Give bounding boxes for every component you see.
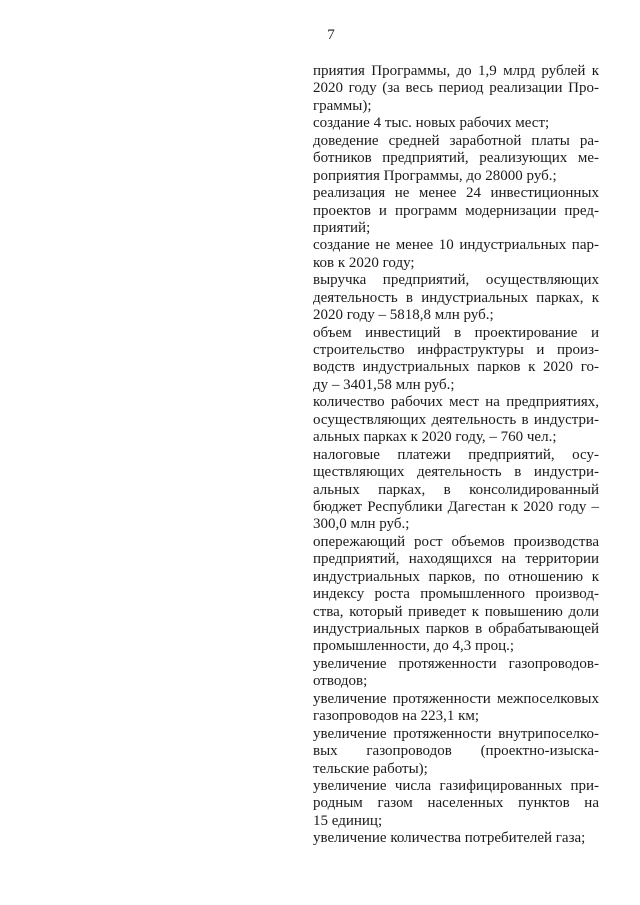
text-line: альных парках к 2020 году, – 760 чел.; [313,429,557,446]
text-line: отводов; [313,673,368,690]
text-line: налоговые платежи предприятий, осу- [313,446,599,463]
text-line: приятий; [313,219,371,236]
text-line: индустриальных парков в обрабатывающей [313,621,599,637]
text-line: родным газом населенных пунктов на [313,795,599,812]
paragraph [313,133,599,185]
paragraph [313,830,599,847]
paragraph [313,237,599,272]
paragraph [313,185,599,237]
text-line: увеличение протяженности внутрипоселко- [313,725,599,742]
paragraph [313,394,599,446]
paragraph [313,656,599,691]
paragraph [313,726,599,778]
text-line: создание 4 тыс. новых рабочих мест; [313,115,550,132]
text-line: водств индустриальных парков к 2020 го- [313,359,599,376]
text-line: ботников предприятий, реализующих ме- [313,150,599,167]
paragraph [313,272,599,324]
text-line: опережающий рост объемов производства [313,533,599,550]
text-line: увеличение протяженности газопроводов- [313,655,599,672]
paragraph [313,115,599,132]
text-line: 2020 году (за весь период реализации Про- [313,80,599,97]
text-line: индустриальных парков, по отношению к [313,568,599,585]
text-line: осуществляющих деятельность в индустри- [313,411,599,428]
text-line: приятия Программы, до 1,9 млрд рублей к [313,63,599,79]
text-line: доведение средней заработной платы ра- [313,132,599,149]
text-line: строительство инфраструктуры и произ- [313,342,599,358]
page-number: 7 [327,27,335,43]
text-line: реализация не менее 24 инвестиционных [313,185,599,202]
paragraph [313,63,599,115]
paragraph [313,447,599,534]
text-line: увеличение числа газифицированных при- [313,777,599,794]
paragraph [313,325,599,395]
body-text [313,63,599,848]
text-line: увеличение протяженности межпоселковых [313,690,599,707]
text-line: роприятия Программы, до 28000 руб.; [313,167,557,184]
paragraph [313,778,599,830]
text-line: объем инвестиций в проектирование и [313,324,599,341]
text-line: создание не менее 10 индустриальных пар- [313,237,599,254]
text-line: предприятий, находящихся на территории [313,551,599,568]
text-line: бюджет Республики Дагестан к 2020 году – [313,498,599,515]
text-line: выручка предприятий, осуществляющих [313,272,599,289]
text-line: 300,0 млн руб.; [313,516,410,533]
text-line: 15 единиц; [313,812,383,829]
text-line: 2020 году – 5818,8 млн руб.; [313,307,494,324]
text-line: альных парках, в консолидированный [313,481,599,498]
text-line: промышленности, до 4,3 проц.; [313,638,515,655]
text-line: ду – 3401,58 млн руб.; [313,376,455,393]
text-line: проектов и программ модернизации пред- [313,202,599,219]
text-line: газопроводов на 223,1 км; [313,708,480,725]
text-line: вых газопроводов (проектно-изыска- [313,743,599,760]
text-line: увеличение количества потребителей газа; [313,830,586,847]
paragraph [313,534,599,656]
text-line: ства, который приведет к повышению доли [313,603,599,620]
text-line: тельские работы); [313,760,428,777]
text-line: ществляющих деятельность в индустри- [313,464,599,481]
text-line: индексу роста промышленного производ- [313,586,599,603]
text-line: количество рабочих мест на предприятиях, [313,394,599,411]
paragraph [313,691,599,726]
text-line: ков к 2020 году; [313,254,415,271]
text-line: граммы); [313,97,372,114]
text-line: деятельность в индустриальных парках, к [313,289,599,306]
